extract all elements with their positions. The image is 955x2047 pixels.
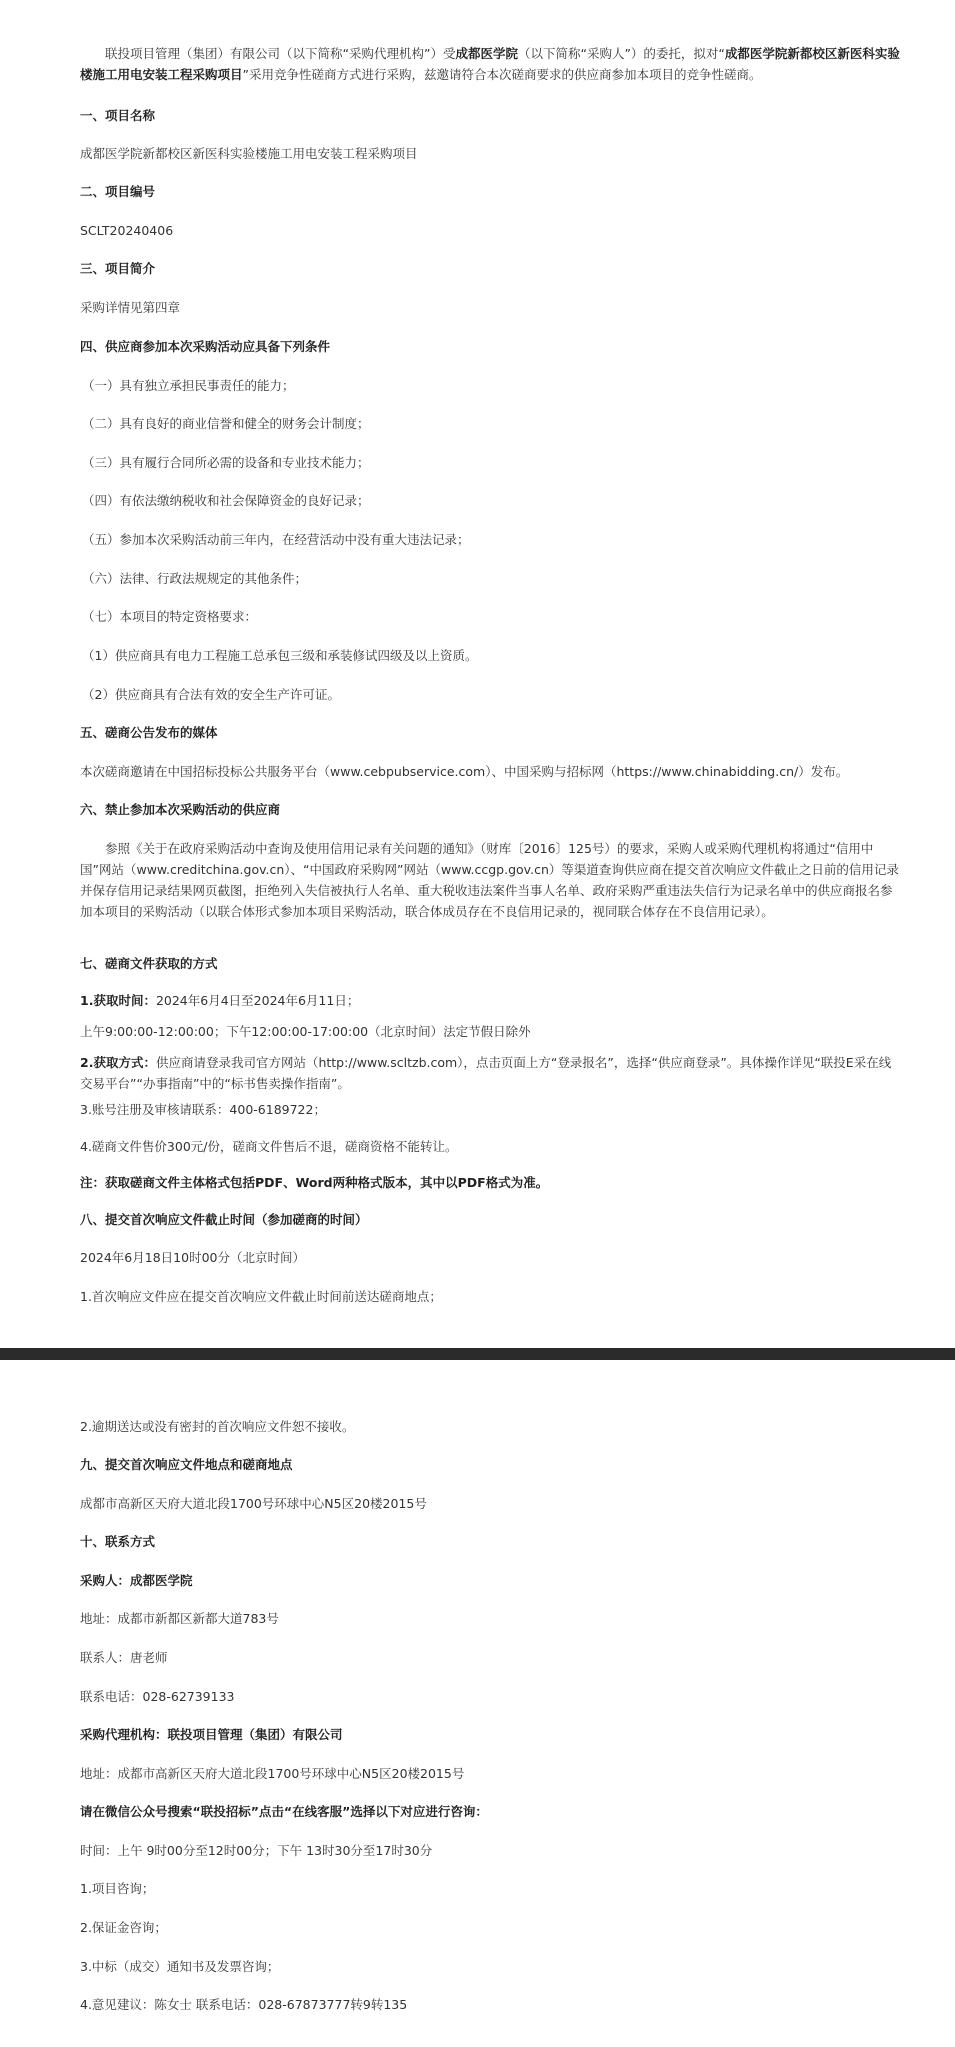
project-summary: 采购详情见第四章 [80,300,181,315]
section-9-heading: 九、提交首次响应文件地点和磋商地点 [80,1457,293,1472]
section-2-heading: 二、项目编号 [80,184,156,199]
section-10-heading: 十、联系方式 [80,1534,156,1549]
section-7-heading: 七、磋商文件获取的方式 [80,956,218,971]
purchaser-phone: 联系电话：028-62739133 [80,1689,235,1704]
requirement-item: （一）具有独立承担民事责任的能力； [82,378,295,393]
section-3-heading: 三、项目简介 [80,261,156,276]
requirement-item: （二）具有良好的商业信誉和健全的财务会计制度； [82,416,370,431]
acquisition-method-value: 供应商请登录我司官方网站（http://www.scltzb.com），点击页面上方“登录报名”，选择“供应商登录”。具体操作详见“联投E采在线交易平台”“办事指南”中的“标书售卖操作指南”。 [80,1055,892,1091]
submission-location: 成都市高新区天府大道北段1700号环球中心N5区20楼2015号 [80,1496,427,1511]
purchaser-name: 采购人：成都医学院 [80,1573,193,1588]
intro-purchaser: 成都医学院 [455,46,518,61]
purchaser-contact: 联系人：唐老师 [80,1650,168,1665]
acquisition-hours: 上午9:00:00-12:00:00；下午12:00:00-17:00:00（北京时间）法定节假日除外 [80,1024,531,1039]
intro-paragraph [80,43,900,85]
consult-item: 3.中标（成交）通知书及发票咨询； [80,1959,280,1974]
requirement-item: （七）本项目的特定资格要求： [82,609,258,624]
section-6-heading: 六、禁止参加本次采购活动的供应商 [80,802,281,817]
intro-text-1: 联投项目管理（集团）有限公司（以下简称“采购代理机构”）受 [105,46,456,61]
document-page-2 [0,1372,955,2047]
requirement-item: （五）参加本次采购活动前三年内，在经营活动中没有重大违法记录； [82,532,470,547]
acquisition-time [80,991,895,1011]
agency-name: 采购代理机构：联投项目管理（集团）有限公司 [80,1727,343,1742]
deadline-item-2: 2.逾期送达或没有密封的首次响应文件恕不接收。 [80,1419,355,1434]
deadline-time: 2024年6月18日10时00分（北京时间） [80,1250,305,1265]
consult-item: 1.项目咨询； [80,1881,155,1896]
requirement-item: （三）具有履行合同所必需的设备和专业技术能力； [82,455,370,470]
wechat-instruction: 请在微信公众号搜索“联投招标”点击“在线客服”选择以下对应进行咨询： [80,1804,488,1819]
prohibited-suppliers-text: 参照《关于在政府采购活动中查询及使用信用记录有关问题的通知》（财库〔2016〕125号）的要求，采购人或采购代理机构将通过“信用中国”网站（www.creditchina.gov.cn）、“中国政府采购网”网站（www.ccgp.gov.cn）等渠道查询供应商在提交首次响应文件截止之日前的信用记录并保存信用记录结果网页截图，拒绝列入失信被执行人名单、重大税收违法案件当事人名单、政府采购严重违法失信行为记录名单中的供应商报名参加本项目的采购活动（以联合体形式参加本项目采购活动，联合体成员存在不良信用记录的，视同联合体存在不良信用记录）。 [80,841,899,919]
section-1-heading: 一、项目名称 [80,108,156,123]
requirement-item: （1）供应商具有电力工程施工总承包三级和承装修试四级及以上资质。 [82,648,478,663]
registration-contact: 3.账号注册及审核请联系：400-6189722； [80,1102,326,1117]
service-hours: 时间：上午 9时00分至12时00分；下午 13时30分至17时30分 [80,1843,433,1858]
section-8-heading: 八、提交首次响应文件截止时间（参加磋商的时间） [80,1212,368,1227]
acquisition-method-label: 2.获取方式： [80,1055,156,1070]
acquisition-method [80,1052,900,1094]
format-note: 注：获取磋商文件主体格式包括PDF、Word两种格式版本，其中以PDF格式为准。 [80,1175,549,1190]
consult-item: 2.保证金咨询； [80,1920,167,1935]
project-name: 成都医学院新都校区新医科实验楼施工用电安装工程采购项目 [80,146,418,161]
consult-item: 4.意见建议：陈女士 联系电话：028-67873777转9转135 [80,1997,408,2012]
intro-text-2: （以下简称“采购人”）的委托，拟对“ [517,46,725,61]
requirement-item: （四）有依法缴纳税收和社会保障资金的良好记录； [82,493,370,508]
purchaser-address: 地址：成都市新都区新都大道783号 [80,1611,279,1626]
agency-address: 地址：成都市高新区天府大道北段1700号环球中心N5区20楼2015号 [80,1766,465,1781]
section-4-heading: 四、供应商参加本次采购活动应具备下列条件 [80,339,331,354]
acquisition-time-value: 2024年6月4日至2024年6月11日； [155,993,360,1008]
project-number: SCLT20240406 [80,223,174,238]
deadline-item-1: 1.首次响应文件应在提交首次响应文件截止时间前送达磋商地点； [80,1289,442,1304]
document-price: 4.磋商文件售价300元/份，磋商文件售后不退，磋商资格不能转让。 [80,1139,458,1154]
intro-text-3: ”采用竞争性磋商方式进行采购，兹邀请符合本次磋商要求的供应商参加本项目的竞争性磋商。 [242,67,762,82]
page-separator [0,1348,955,1360]
acquisition-time-label: 1.获取时间： [80,993,156,1008]
requirement-item: （2）供应商具有合法有效的安全生产许可证。 [82,687,340,702]
requirement-item: （六）法律、行政法规规定的其他条件； [82,571,308,586]
intro-project-name: 成都医学院新都校区新医科实验楼施工用电安装工程采购项目 [80,46,900,82]
publication-media: 本次磋商邀请在中国招标投标公共服务平台（www.cebpubservice.com）、中国采购与招标网（https://www.chinabidding.cn/）发布。 [80,764,849,779]
section-5-heading: 五、磋商公告发布的媒体 [80,725,218,740]
